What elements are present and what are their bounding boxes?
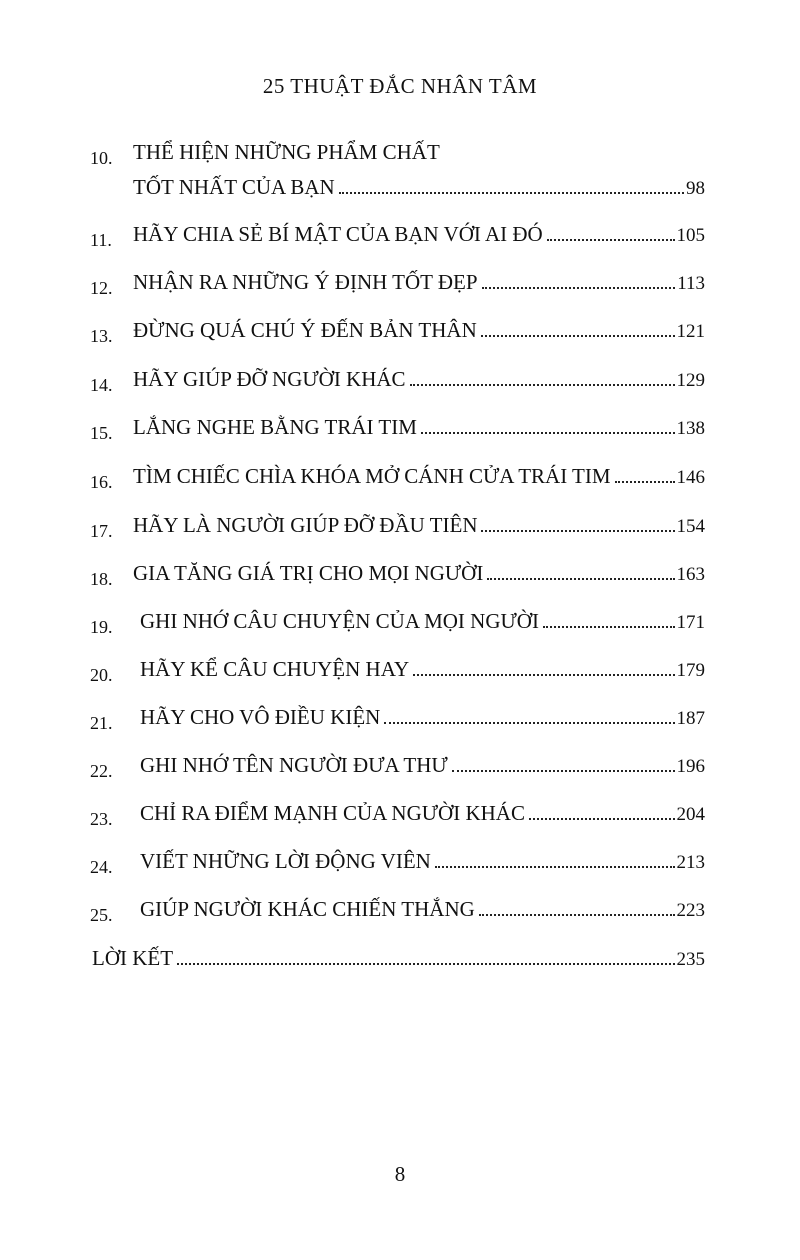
dot-leader (481, 530, 674, 532)
entry-title: GHI NHỚ TÊN NGƯỜI ĐƯA THƯ (140, 753, 448, 777)
entry-page: 121 (676, 321, 705, 342)
entry-page: 213 (676, 852, 705, 873)
entry-page: 179 (676, 660, 705, 681)
entry-page: 98 (686, 178, 705, 199)
dot-leader (339, 192, 684, 194)
entry-title: GIÚP NGƯỜI KHÁC CHIẾN THẮNG (140, 897, 475, 921)
entry-title: HÃY LÀ NGƯỜI GIÚP ĐỠ ĐẦU TIÊN (133, 513, 478, 537)
toc-entry-10 (0, 137, 800, 167)
toc-entry-13 (0, 315, 800, 345)
entry-title: NHẬN RA NHỮNG Ý ĐỊNH TỐT ĐẸP (133, 270, 478, 294)
entry-number: 24. (90, 857, 113, 877)
entry-title-line-1: THỂ HIỆN NHỮNG PHẨM CHẤT (133, 140, 440, 164)
toc-entry-12 (0, 267, 800, 297)
dot-leader (615, 481, 675, 483)
toc-entry-24 (0, 846, 800, 876)
entry-title: ĐỪNG QUÁ CHÚ Ý ĐẾN BẢN THÂN (133, 318, 477, 342)
toc-entry-22 (0, 750, 800, 780)
entry-page: 204 (676, 804, 705, 825)
toc-entry-17 (0, 510, 800, 540)
entry-title: HÃY CHO VÔ ĐIỀU KIỆN (140, 705, 381, 729)
dot-leader (482, 287, 676, 289)
entry-number: 21. (90, 713, 113, 733)
dot-leader (547, 239, 675, 241)
toc-entry-11 (0, 219, 800, 249)
dot-leader (452, 770, 675, 772)
entry-number: 23. (90, 809, 113, 829)
entry-title: HÃY CHIA SẺ BÍ MẬT CỦA BẠN VỚI AI ĐÓ (133, 222, 543, 246)
dot-leader (487, 578, 674, 580)
entry-title: VIẾT NHỮNG LỜI ĐỘNG VIÊN (140, 849, 431, 873)
toc-entry-14 (0, 364, 800, 394)
entry-title: LẮNG NGHE BẰNG TRÁI TIM (133, 415, 417, 439)
entry-number: 12. (90, 278, 113, 298)
entry-page: 105 (676, 225, 705, 246)
entry-title: HÃY GIÚP ĐỠ NGƯỜI KHÁC (133, 367, 406, 391)
entry-number: 10. (90, 148, 113, 168)
entry-number: 13. (90, 326, 113, 346)
entry-number: 15. (90, 423, 113, 443)
entry-page: 196 (676, 756, 705, 777)
toc-entry-16 (0, 461, 800, 491)
toc-entry-18 (0, 558, 800, 588)
dot-leader (413, 674, 674, 676)
dot-leader (529, 818, 675, 820)
entry-page: 146 (676, 467, 705, 488)
entry-number: 11. (90, 230, 112, 250)
entry-page: 113 (677, 273, 705, 294)
entry-title: HÃY KỂ CÂU CHUYỆN HAY (140, 657, 410, 681)
entry-number: 14. (90, 375, 113, 395)
entry-number: 17. (90, 521, 113, 541)
dot-leader (481, 335, 675, 337)
entry-number: 22. (90, 761, 113, 781)
toc-entry-20 (0, 654, 800, 684)
dot-leader (384, 722, 674, 724)
entry-page: 187 (676, 708, 705, 729)
toc-entry-23 (0, 798, 800, 828)
entry-title: GHI NHỚ CÂU CHUYỆN CỦA MỌI NGƯỜI (140, 609, 539, 633)
entry-number: 19. (90, 617, 113, 637)
entry-title: LỜI KẾT (92, 946, 174, 970)
dot-leader (543, 626, 675, 628)
toc-entry-10-continued (0, 172, 800, 202)
entry-page: 235 (676, 949, 705, 970)
page-number: 8 (394, 1162, 406, 1186)
entry-title: TÌM CHIẾC CHÌA KHÓA MỞ CÁNH CỬA TRÁI TIM (133, 464, 611, 488)
entry-title: GIA TĂNG GIÁ TRỊ CHO MỌI NGƯỜI (133, 561, 484, 585)
toc-entry-25 (0, 894, 800, 924)
entry-number: 25. (90, 905, 113, 925)
entry-number: 18. (90, 569, 113, 589)
toc-entry-21 (0, 702, 800, 732)
dot-leader (421, 432, 675, 434)
dot-leader (435, 866, 675, 868)
entry-page: 171 (676, 612, 705, 633)
entry-page: 138 (676, 418, 705, 439)
entry-number: 16. (90, 472, 113, 492)
dot-leader (479, 914, 675, 916)
entry-number: 20. (90, 665, 113, 685)
entry-title-line-2: TỐT NHẤT CỦA BẠN (133, 175, 335, 199)
entry-page: 163 (676, 564, 705, 585)
toc-entry-15 (0, 412, 800, 442)
dot-leader (410, 384, 675, 386)
entry-title: CHỈ RA ĐIỂM MẠNH CỦA NGƯỜI KHÁC (140, 801, 525, 825)
dot-leader (177, 963, 674, 965)
entry-page: 154 (676, 516, 705, 537)
running-header: 25 THUẬT ĐẮC NHÂN TÂM (262, 74, 538, 98)
entry-page: 129 (676, 370, 705, 391)
entry-page: 223 (676, 900, 705, 921)
toc-entry-ending (0, 943, 800, 973)
toc-entry-19 (0, 606, 800, 636)
